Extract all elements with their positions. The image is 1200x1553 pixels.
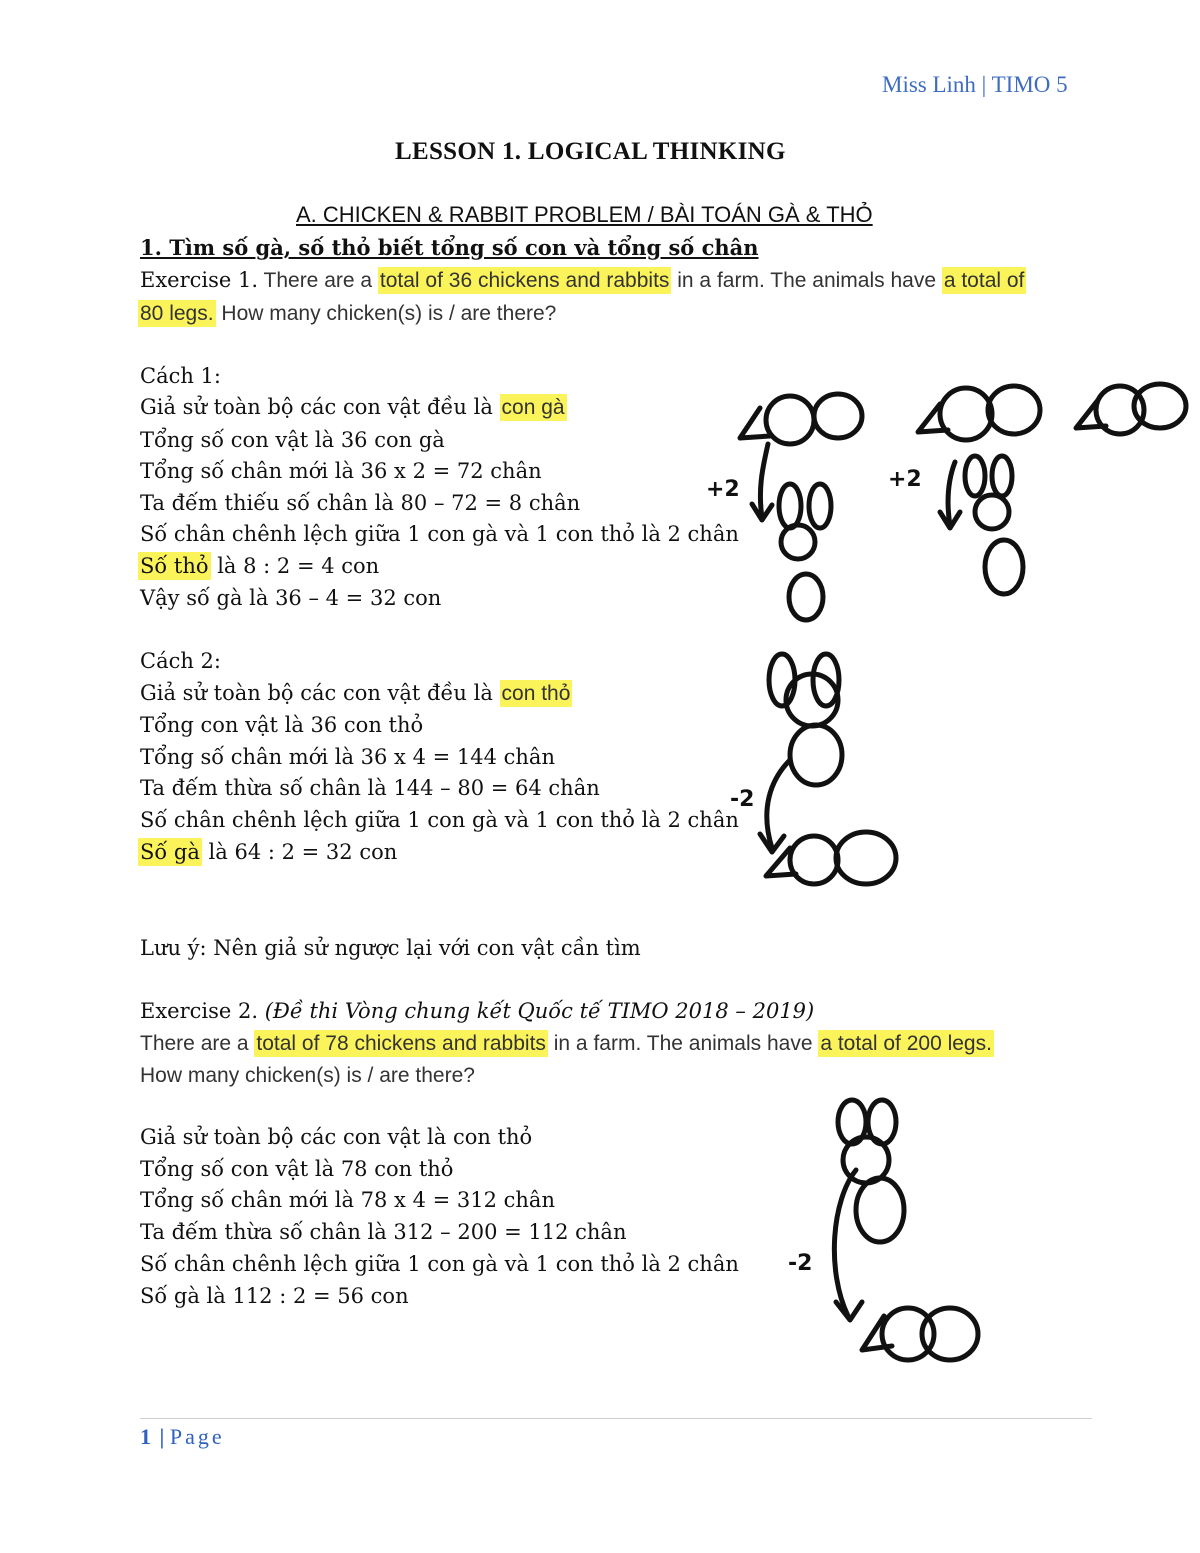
arrow-curve [760, 444, 768, 518]
exercise-2-step-5: Số chân chênh lệch giữa 1 con gà và 1 con thỏ là 2 chân [140, 1252, 739, 1276]
chicken-drawing [1076, 384, 1186, 434]
highlight-so-tho: Số thỏ [140, 554, 209, 578]
exercise-2-step-3: Tổng số chân mới là 78 x 4 = 312 chân [140, 1188, 555, 1212]
chicken-drawing [740, 394, 862, 444]
highlight-con-ga: con gà [501, 396, 565, 419]
plus-two-label: +2 [706, 477, 740, 502]
rabbit-drawing [965, 456, 1023, 594]
chicken-drawing [862, 1308, 978, 1360]
cach-1-line-3: Tổng số chân mới là 36 x 2 = 72 chân [140, 459, 542, 483]
minus-two-label: -2 [730, 787, 755, 812]
lesson-title: LESSON 1. LOGICAL THINKING [395, 138, 786, 165]
section-a-heading: A. CHICKEN & RABBIT PROBLEM / BÀI TOÁN GÀ & THỎ [296, 202, 873, 227]
highlight-total-animals-2: total of 78 chickens and rabbits [256, 1032, 546, 1055]
page-separator: | [154, 1424, 170, 1449]
plus-two-label: +2 [888, 467, 922, 492]
rabbit-drawing [779, 484, 831, 620]
exercise-2-source: (Đề thi Vòng chung kết Quốc tế TIMO 2018 – 2019) [258, 999, 815, 1023]
cach-1-text: là 8 : 2 = 4 con [210, 554, 380, 578]
chicken-drawing [766, 832, 896, 884]
cach-2-line-5: Số chân chênh lệch giữa 1 con gà và 1 con thỏ là 2 chân [140, 808, 739, 832]
highlight-so-ga: Số gà [140, 840, 200, 864]
exercise-1-text: in a farm. The animals have [671, 269, 942, 292]
minus-two-label: -2 [788, 1251, 813, 1276]
cach-2-line-2: Tổng con vật là 36 con thỏ [140, 713, 424, 737]
exercise-1-question: How many chicken(s) is / are there? [215, 302, 557, 325]
cach-2-heading: Cách 2: [140, 649, 221, 673]
exercise-2-step-4: Ta đếm thừa số chân là 312 – 200 = 112 chân [140, 1220, 627, 1244]
cach-2-text: Giả sử toàn bộ các con vật đều là [140, 681, 500, 705]
subsection-1-heading: 1. Tìm số gà, số thỏ biết tổng số con và tổng số chân [140, 235, 759, 260]
exercise-2-label: Exercise 2. [140, 999, 259, 1023]
exercise-1-text: There are a [258, 269, 378, 292]
exercise-2-step-1: Giả sử toàn bộ các con vật là con thỏ [140, 1125, 533, 1149]
exercise-2-step-6: Số gà là 112 : 2 = 56 con [140, 1284, 409, 1308]
exercise-2-text: There are a [140, 1032, 255, 1055]
cach-1-heading: Cách 1: [140, 364, 221, 388]
cach-1-line-4: Ta đếm thiếu số chân là 80 – 72 = 8 chân [140, 491, 581, 515]
exercise-2-question: How many chicken(s) is / are there? [140, 1064, 475, 1087]
exercise-2-text: in a farm. The animals have [547, 1032, 819, 1055]
header-title: Miss Linh | TIMO 5 [882, 72, 1068, 97]
rabbit-drawing [838, 1100, 904, 1242]
cach-2-line-4: Ta đếm thừa số chân là 144 – 80 = 64 chân [140, 776, 600, 800]
cach-1-line-5: Số chân chênh lệch giữa 1 con gà và 1 con thỏ là 2 chân [140, 522, 739, 546]
cach-1-text: Giả sử toàn bộ các con vật đều là [140, 395, 500, 419]
note: Lưu ý: Nên giả sử ngược lại với con vật cần tìm [140, 936, 641, 960]
cach-1-line-7: Vậy số gà là 36 – 4 = 32 con [140, 586, 442, 610]
page-number: 1 [140, 1424, 154, 1449]
highlight-total-legs: 80 legs. [140, 302, 214, 325]
arrow-head [836, 1302, 862, 1320]
footer-page-number [140, 1424, 225, 1450]
arrow-curve [948, 462, 955, 526]
highlight-total-animals: total of 36 chickens and rabbits [379, 269, 670, 292]
page-word: Page [169, 1424, 225, 1449]
cach-1-line-2: Tổng số con vật là 36 con gà [140, 428, 445, 452]
exercise-2-step-2: Tổng số con vật là 78 con thỏ [140, 1157, 454, 1181]
highlight-total-legs: a total of [943, 269, 1025, 292]
exercise-1-label: Exercise 1. [140, 268, 259, 292]
highlight-con-tho: con thỏ [501, 682, 571, 705]
cach-2-line-3: Tổng số chân mới là 36 x 4 = 144 chân [140, 745, 555, 769]
rabbit-drawing [769, 654, 842, 785]
footer-divider [140, 1418, 1092, 1419]
arrow-curve [834, 1170, 856, 1316]
arrow-curve [767, 760, 790, 848]
highlight-total-legs-2: a total of 200 legs. [820, 1032, 992, 1055]
chicken-drawing [918, 386, 1040, 440]
cach-2-text: là 64 : 2 = 32 con [201, 840, 398, 864]
